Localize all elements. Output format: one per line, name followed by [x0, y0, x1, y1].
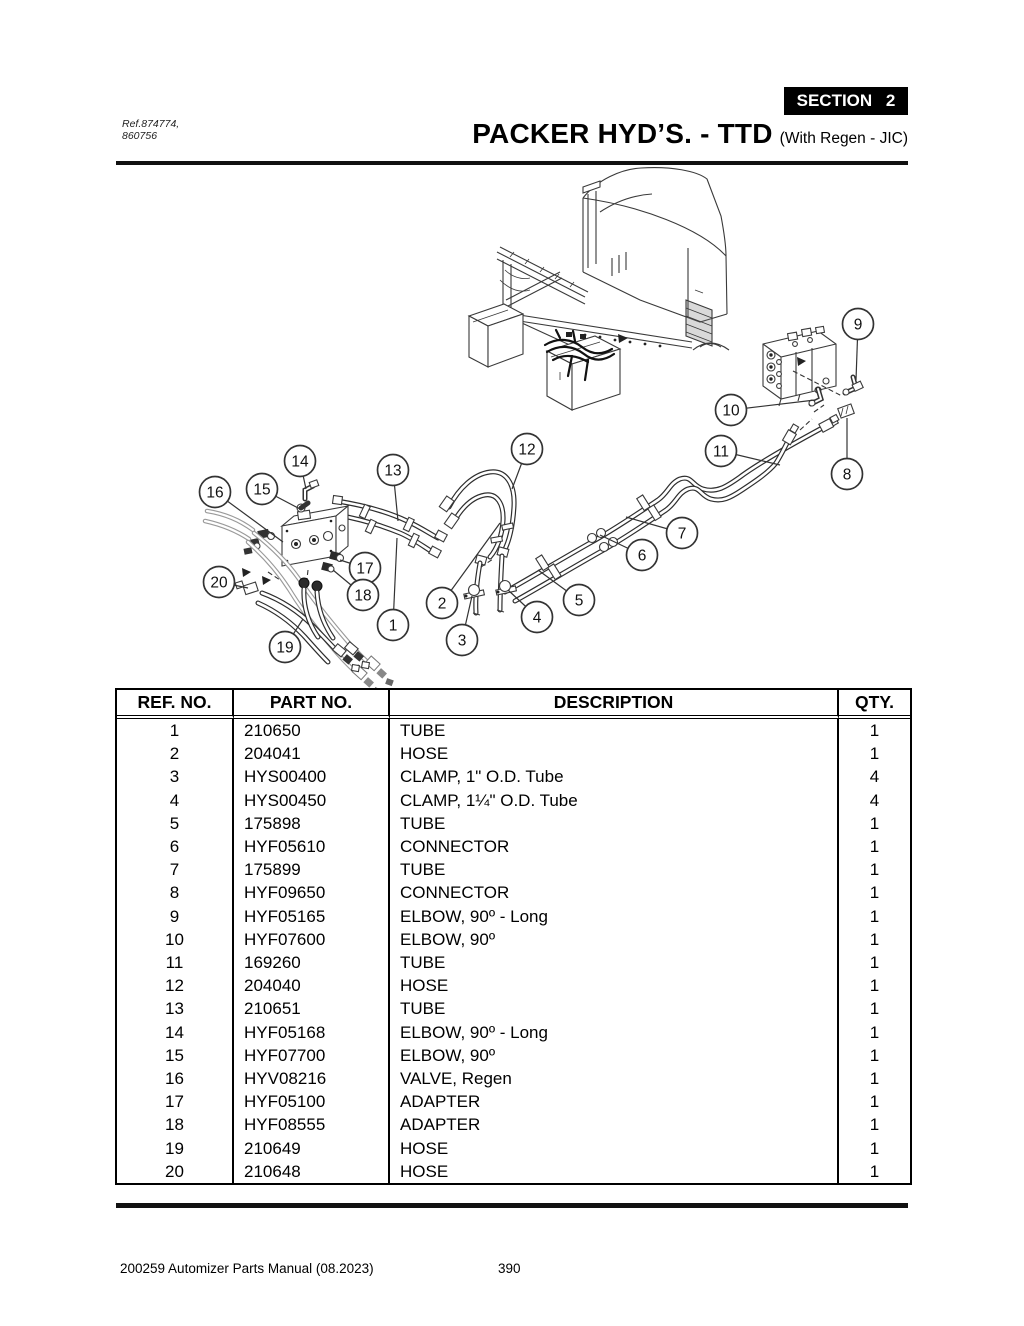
svg-text:4: 4	[532, 609, 542, 627]
part-cell: 210650	[234, 719, 390, 742]
qty-cell: 1	[869, 883, 880, 903]
svg-text:8: 8	[842, 466, 852, 484]
truck-illustration	[469, 168, 729, 410]
desc-cell: TUBE	[390, 812, 839, 835]
ref-cell: 9	[117, 905, 234, 928]
part-cell: HYF05165	[234, 905, 390, 928]
page-title: PACKER HYD’S. - TTD	[472, 118, 773, 149]
callout-1	[378, 538, 409, 641]
part-cell: 175898	[234, 812, 390, 835]
callout-15	[247, 474, 301, 510]
ref-cell: 6	[117, 835, 234, 858]
tube-clamp	[536, 555, 549, 571]
svg-text:16: 16	[206, 484, 224, 502]
ref-cell: 16	[117, 1067, 234, 1090]
qty-cell: 1	[869, 1138, 880, 1158]
desc-cell: TUBE	[390, 997, 839, 1020]
ref-cell: 10	[117, 928, 234, 951]
table-row	[117, 835, 910, 858]
ref-cell: 4	[117, 789, 234, 812]
svg-text:6: 6	[637, 547, 647, 565]
page-subtitle: (With Regen - JIC)	[779, 130, 908, 147]
svg-text:3: 3	[457, 632, 467, 650]
parts-table-header	[117, 690, 910, 719]
parts-diagram	[0, 166, 1024, 688]
svg-text:1: 1	[388, 617, 398, 635]
table-row	[117, 789, 910, 812]
part-cell: 175899	[234, 858, 390, 881]
hose-arc	[439, 472, 514, 557]
desc-cell: ELBOW, 90º	[390, 1044, 839, 1067]
qty-cell: 1	[869, 860, 880, 880]
part-cell: HYF05610	[234, 835, 390, 858]
desc-cell: HOSE	[390, 742, 839, 765]
header-rule	[116, 161, 908, 165]
column-header-part-no: PART NO.	[234, 690, 390, 719]
part-cell: HYF07700	[234, 1044, 390, 1067]
svg-text:18: 18	[354, 587, 372, 605]
part-cell: 204040	[234, 974, 390, 997]
part-cell: 210651	[234, 997, 390, 1020]
callout-4	[508, 590, 553, 633]
part-cell: 210648	[234, 1160, 390, 1183]
qty-cell: 1	[869, 1022, 880, 1042]
section-badge	[784, 87, 908, 115]
elbow-14	[309, 480, 319, 488]
part-cell: 169260	[234, 951, 390, 974]
ref-cell: 15	[117, 1044, 234, 1067]
svg-text:5: 5	[574, 592, 584, 610]
table-row	[117, 858, 910, 881]
desc-cell: HOSE	[390, 1160, 839, 1183]
qty-cell: 1	[869, 813, 880, 833]
table-row	[117, 997, 910, 1020]
part-cell: HYF08555	[234, 1113, 390, 1136]
ref-cell: 12	[117, 974, 234, 997]
table-row	[117, 881, 910, 904]
qty-cell: 1	[869, 721, 880, 740]
qty-cell: 4	[869, 767, 880, 787]
title-row	[472, 118, 908, 150]
desc-cell: CONNECTOR	[390, 835, 839, 858]
flow-arrow-icon	[262, 576, 271, 585]
table-row	[117, 742, 910, 765]
ref-cell: 13	[117, 997, 234, 1020]
table-row	[117, 951, 910, 974]
clamp-3	[469, 585, 480, 596]
qty-cell: 1	[869, 1161, 880, 1181]
column-header-qty: QTY.	[839, 690, 910, 719]
table-row	[117, 905, 910, 928]
flow-arrow-icon	[242, 568, 251, 577]
svg-text:17: 17	[356, 560, 374, 578]
ref-cell: 18	[117, 1113, 234, 1136]
hose-nipple-20	[243, 582, 258, 595]
ref-cell: 2	[117, 742, 234, 765]
desc-cell: CLAMP, 1¼" O.D. Tube	[390, 789, 839, 812]
svg-text:10: 10	[722, 402, 740, 420]
table-row	[117, 974, 910, 997]
clamp-4	[500, 581, 511, 592]
desc-cell: HOSE	[390, 974, 839, 997]
ref-cell: 14	[117, 1021, 234, 1044]
desc-cell: TUBE	[390, 858, 839, 881]
callout-17	[340, 553, 381, 584]
connector-6	[588, 534, 597, 543]
block-tubes	[332, 495, 447, 557]
flow-arrow-icon	[618, 334, 628, 343]
ref-cell: 17	[117, 1090, 234, 1113]
desc-cell: TUBE	[390, 719, 839, 742]
callout-11	[706, 436, 781, 467]
table-row	[117, 812, 910, 835]
callout-10	[716, 395, 816, 426]
callout-9	[843, 309, 874, 381]
footer-manual-info: 200259 Automizer Parts Manual (08.2023)	[120, 1261, 374, 1276]
desc-cell: ELBOW, 90º - Long	[390, 1021, 839, 1044]
ref-cell: 20	[117, 1160, 234, 1183]
column-header-description: DESCRIPTION	[390, 690, 839, 719]
part-cell: 210649	[234, 1137, 390, 1160]
section-label: SECTION 2	[796, 91, 896, 110]
tube-clamp	[548, 564, 561, 580]
table-row	[117, 719, 910, 742]
part-cell: HYV08216	[234, 1067, 390, 1090]
svg-text:20: 20	[210, 574, 228, 592]
table-row	[117, 1160, 910, 1183]
qty-cell: 1	[869, 744, 880, 764]
desc-cell: TUBE	[390, 951, 839, 974]
table-row	[117, 1021, 910, 1044]
qty-cell: 1	[869, 1069, 880, 1089]
svg-text:12: 12	[518, 441, 536, 459]
svg-text:14: 14	[291, 453, 309, 471]
part-cell: HYF09650	[234, 881, 390, 904]
right-tubes	[505, 414, 839, 601]
svg-text:2: 2	[437, 595, 447, 613]
desc-cell: ADAPTER	[390, 1113, 839, 1136]
table-row	[117, 765, 910, 788]
qty-cell: 1	[869, 953, 880, 973]
desc-cell: ELBOW, 90º - Long	[390, 905, 839, 928]
qty-cell: 4	[869, 790, 880, 810]
qty-cell: 1	[869, 906, 880, 926]
valve-bank	[763, 326, 836, 406]
ref-cell: 5	[117, 812, 234, 835]
part-cell: HYF07600	[234, 928, 390, 951]
ref-line-1: Ref.874774,	[122, 118, 180, 130]
table-row	[117, 928, 910, 951]
part-cell: HYS00450	[234, 789, 390, 812]
table-row	[117, 1137, 910, 1160]
svg-text:9: 9	[853, 316, 863, 334]
qty-cell: 1	[869, 1115, 880, 1135]
ref-cell: 7	[117, 858, 234, 881]
svg-text:19: 19	[276, 639, 294, 657]
desc-cell: CONNECTOR	[390, 881, 839, 904]
desc-cell: HOSE	[390, 1137, 839, 1160]
table-row	[117, 1113, 910, 1136]
parts-table-body	[117, 719, 910, 1183]
qty-cell: 1	[869, 976, 880, 996]
desc-cell: ADAPTER	[390, 1090, 839, 1113]
page-number: 390	[498, 1261, 521, 1276]
ref-cell: 8	[117, 881, 234, 904]
reference-numbers	[122, 118, 179, 142]
part-cell: HYF05168	[234, 1021, 390, 1044]
part-cell: HYF05100	[234, 1090, 390, 1113]
qty-cell: 1	[869, 1045, 880, 1065]
svg-text:7: 7	[677, 525, 687, 543]
ref-cell: 19	[117, 1137, 234, 1160]
callout-12	[512, 434, 543, 490]
qty-cell: 1	[869, 1092, 880, 1112]
table-row	[117, 1044, 910, 1067]
part-cell: HYS00400	[234, 765, 390, 788]
column-header-ref-no: REF. NO.	[117, 690, 234, 719]
ref-cell: 1	[117, 719, 234, 742]
svg-text:11: 11	[712, 443, 730, 461]
parts-table	[115, 688, 912, 1185]
ref-cell: 3	[117, 765, 234, 788]
table-row	[117, 1067, 910, 1090]
svg-text:13: 13	[384, 462, 402, 480]
callout-8	[832, 418, 863, 490]
table-row	[117, 1090, 910, 1113]
qty-cell: 1	[869, 929, 880, 949]
qty-cell: 1	[869, 999, 880, 1019]
qty-cell: 1	[869, 837, 880, 857]
svg-text:15: 15	[253, 481, 271, 499]
desc-cell: VALVE, Regen	[390, 1067, 839, 1090]
desc-cell: ELBOW, 90º	[390, 928, 839, 951]
ref-line-2: 860756	[122, 130, 158, 142]
callout-19	[270, 619, 304, 663]
ref-cell: 11	[117, 951, 234, 974]
part-cell: 204041	[234, 742, 390, 765]
connector-8	[838, 404, 855, 418]
desc-cell: CLAMP, 1" O.D. Tube	[390, 765, 839, 788]
footer-rule	[116, 1203, 908, 1208]
